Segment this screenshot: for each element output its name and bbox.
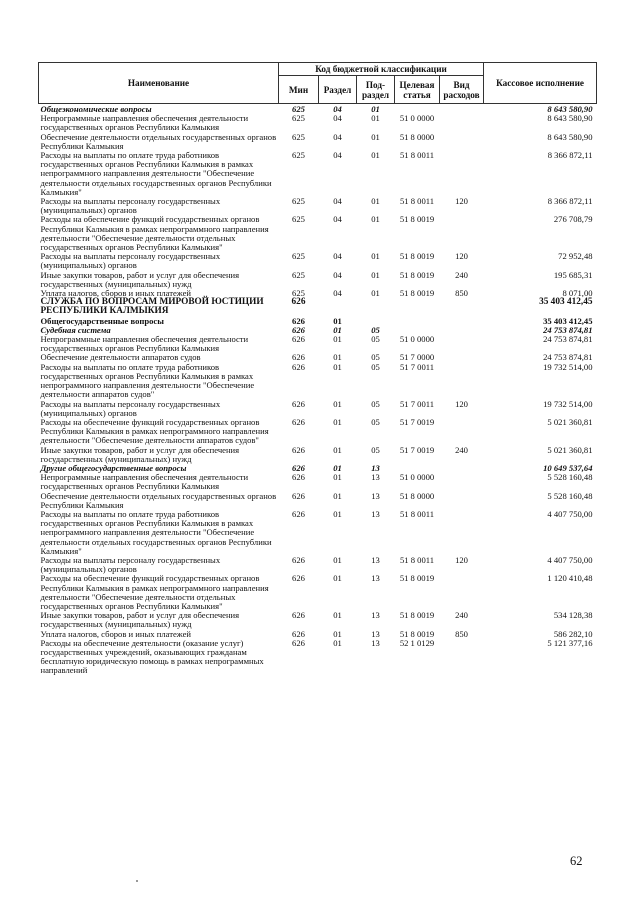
table-header — [39, 63, 597, 104]
cell-vid — [440, 114, 484, 132]
cell-sum: 276 708,79 — [553, 214, 593, 225]
cell-podrazdel: 13 — [371, 573, 380, 584]
budget-table-sheet — [38, 62, 596, 676]
page-number: 62 — [570, 854, 583, 868]
cell-celevaya: 51 8 0011 — [399, 196, 435, 207]
cell-razdel: 01 — [333, 462, 342, 473]
cell-min: 626 — [292, 573, 305, 584]
header-celevaya: Целевая статья — [395, 76, 440, 104]
cell-name: Расходы на выплаты персоналу государственных (муниципальных) органов — [40, 251, 221, 271]
cell-sum: 534 128,38 — [553, 610, 593, 621]
table-row — [39, 298, 597, 316]
header-podrazdel: Под-раздел — [357, 76, 395, 104]
cell-vid — [440, 317, 484, 326]
table-row — [39, 574, 597, 611]
cell-vid — [440, 353, 484, 362]
cell-sum: 24 753 874,81 — [543, 324, 593, 335]
cell-sum: 19 732 514,00 — [543, 361, 593, 372]
cell-vid: 850 — [455, 628, 468, 639]
cell-name: Обеспечение деятельности аппаратов судов — [40, 352, 201, 363]
cell-vid: 120 — [455, 398, 468, 409]
scan-speck — [136, 880, 138, 882]
cell-celevaya: 51 8 0011 — [399, 508, 435, 519]
cell-razdel: 04 — [333, 269, 342, 280]
cell-name: Расходы на выплаты персоналу государственных (муниципальных) органов — [40, 196, 221, 216]
cell-min: 626 — [292, 315, 305, 326]
cell-razdel: 01 — [333, 315, 342, 326]
table-row — [39, 215, 597, 252]
cell-name: Иные закупки товаров, работ и услуг для обеспечения государственных (муниципальных) нужд — [40, 444, 240, 464]
cell-min: 626 — [292, 444, 305, 455]
cell-razdel: 01 — [333, 554, 342, 565]
cell-name: Общеэкономические вопросы — [40, 104, 152, 114]
cell-podrazdel: 05 — [371, 334, 380, 345]
cell-celevaya: 51 7 0011 — [399, 398, 435, 409]
cell-vid — [440, 298, 484, 316]
cell-sum: 35 403 412,45 — [543, 315, 593, 326]
cell-sum: 4 407 750,00 — [547, 554, 593, 565]
cell-celevaya: 51 0 0000 — [399, 113, 435, 124]
cell-celevaya — [395, 317, 440, 326]
table-row — [39, 611, 597, 629]
cell-sum: 5 021 360,81 — [547, 444, 593, 455]
cell-podrazdel: 01 — [371, 288, 380, 299]
cell-podrazdel: 13 — [371, 610, 380, 621]
cell-sum: 5 528 160,48 — [547, 490, 593, 501]
cell-podrazdel: 05 — [371, 361, 380, 372]
cell-min: 626 — [292, 628, 305, 639]
cell-podrazdel: 01 — [371, 131, 380, 142]
cell-sum: 10 649 537,64 — [543, 462, 593, 473]
cell-celevaya: 51 7 0019 — [399, 416, 435, 427]
cell-podrazdel — [357, 298, 395, 316]
cell-celevaya: 51 7 0000 — [399, 352, 435, 363]
cell-vid: 240 — [455, 610, 468, 621]
cell-celevaya: 51 8 0019 — [399, 288, 435, 299]
cell-name: Непрограммные направления обеспечения деятельности государственных органов Республики Калмыкия — [40, 334, 249, 354]
cell-podrazdel: 05 — [371, 324, 380, 335]
cell-podrazdel: 13 — [371, 554, 380, 565]
cell-name: Обеспечение деятельности отдельных государственных органов Республики Калмыкия — [40, 490, 277, 510]
table-row — [39, 556, 597, 574]
cell-vid: 240 — [455, 444, 468, 455]
cell-razdel: 04 — [333, 196, 342, 207]
cell-vid: 120 — [455, 196, 468, 207]
cell-vid — [440, 215, 484, 252]
cell-min: 626 — [292, 352, 305, 363]
cell-celevaya: 51 8 0000 — [399, 490, 435, 501]
cell-vid — [440, 363, 484, 400]
cell-name: Иные закупки товаров, работ и услуг для обеспечения государственных (муниципальных) нужд — [40, 269, 240, 289]
cell-podrazdel: 01 — [371, 251, 380, 262]
cell-razdel: 04 — [333, 131, 342, 142]
cell-razdel: 01 — [333, 444, 342, 455]
cell-vid — [440, 335, 484, 353]
cell-vid — [440, 418, 484, 446]
cell-vid: 120 — [455, 554, 468, 565]
cell-podrazdel: 13 — [371, 472, 380, 483]
table-row — [39, 335, 597, 353]
header-code-group: Код бюджетной классификации — [279, 63, 484, 76]
cell-podrazdel: 05 — [371, 352, 380, 363]
cell-celevaya: 51 0 0000 — [399, 472, 435, 483]
cell-min: 625 — [292, 131, 305, 142]
cell-razdel: 04 — [333, 104, 342, 114]
cell-podrazdel: 13 — [371, 508, 380, 519]
cell-name: Обеспечение деятельности отдельных государственных органов Республики Калмыкия — [40, 131, 277, 151]
cell-min: 626 — [292, 472, 305, 483]
cell-podrazdel: 01 — [371, 214, 380, 225]
cell-name: Непрограммные направления обеспечения деятельности государственных органов Республики Калмыкия — [40, 113, 249, 133]
cell-vid: 850 — [455, 288, 468, 299]
table-row — [39, 363, 597, 400]
cell-razdel: 01 — [333, 398, 342, 409]
cell-min: 625 — [292, 214, 305, 225]
cell-celevaya: 51 0 0000 — [399, 334, 435, 345]
cell-razdel: 01 — [333, 361, 342, 372]
cell-vid — [440, 133, 484, 151]
cell-min: 626 — [292, 490, 305, 501]
cell-vid: 240 — [455, 269, 468, 280]
cell-podrazdel: 01 — [371, 196, 380, 207]
header-min: Мин — [279, 76, 319, 104]
table-row — [39, 473, 597, 491]
cell-name: Уплата налогов, сборов и иных платежей — [40, 628, 192, 639]
cell-name: Расходы на выплаты персоналу государственных (муниципальных) органов — [40, 398, 221, 418]
cell-podrazdel: 01 — [371, 113, 380, 124]
cell-vid: 120 — [455, 251, 468, 262]
cell-name: Другие общегосударственные вопросы — [40, 462, 187, 473]
table-row — [39, 639, 597, 676]
cell-razdel: 04 — [333, 150, 342, 161]
table-row — [39, 446, 597, 464]
cell-razdel: 01 — [333, 352, 342, 363]
cell-name: Уплата налогов, сборов и иных платежей — [40, 288, 192, 299]
cell-sum: 8 643 580,90 — [547, 113, 593, 124]
cell-name: Расходы на выплаты по оплате труда работников государственных органов Республики Калмыкия в рамках непрограммного направления деятельности "Обеспечение деятельности отдельных государственных органов Республики Калмыкия" — [40, 150, 272, 197]
cell-sum: 5 528 160,48 — [547, 472, 593, 483]
table-row — [39, 400, 597, 418]
cell-min: 626 — [292, 637, 305, 648]
cell-sum: 8 643 580,90 — [547, 104, 593, 114]
cell-min: 625 — [292, 269, 305, 280]
cell-min: 626 — [292, 462, 305, 473]
cell-min: 625 — [292, 104, 305, 114]
cell-name: Расходы на выплаты по оплате труда работников государственных органов Республики Калмыкия в рамках непрограммного направления деятельности "Обеспечение деятельности отдельных государственных органов Республики Калмыкия" — [40, 508, 272, 556]
cell-name: Расходы на выплаты персоналу государственных (муниципальных) органов — [40, 554, 221, 575]
cell-podrazdel: 01 — [371, 150, 380, 161]
cell-name: Расходы на обеспечение деятельности (оказание услуг) государственных учреждений, оказывающих гражданам бесплатную юридическую помощь в рамках непрограммных направлений — [40, 637, 264, 676]
cell-celevaya: 51 8 0019 — [399, 214, 435, 225]
cell-celevaya: 51 8 0011 — [399, 150, 435, 161]
cell-celevaya — [395, 298, 440, 316]
cell-razdel: 01 — [333, 324, 342, 335]
cell-name: Судебная система — [40, 324, 111, 335]
cell-min: 626 — [291, 297, 306, 308]
cell-razdel: 01 — [333, 610, 342, 621]
cell-podrazdel: 05 — [371, 398, 380, 409]
cell-celevaya: 51 8 0019 — [399, 269, 435, 280]
cell-min: 625 — [292, 288, 305, 299]
cell-celevaya: 51 8 0019 — [399, 573, 435, 584]
cell-celevaya: 51 7 0019 — [399, 444, 435, 455]
cell-vid — [440, 639, 484, 676]
table-row — [39, 510, 597, 556]
cell-name: Расходы на обеспечение функций государственных органов Республики Калмыкия в рамках непрограммного направления деятельности "Обеспечение деятельности отдельных государственных органов Республики Калмыкия" — [40, 573, 269, 611]
cell-min: 626 — [292, 416, 305, 427]
table-body — [39, 104, 597, 676]
cell-podrazdel: 13 — [371, 628, 380, 639]
table-row — [39, 418, 597, 446]
cell-sum: 1 120 410,48 — [547, 573, 593, 584]
cell-sum: 24 753 874,81 — [543, 334, 593, 345]
cell-vid — [440, 104, 484, 115]
cell-name: СЛУЖБА ПО ВОПРОСАМ МИРОВОЙ ЮСТИЦИИ РЕСПУБЛИКИ КАЛМЫКИЯ — [40, 297, 264, 317]
table-row — [39, 492, 597, 510]
cell-name: Непрограммные направления обеспечения деятельности государственных органов Республики Калмыкия — [40, 472, 249, 492]
cell-razdel: 04 — [333, 214, 342, 225]
cell-podrazdel: 13 — [371, 637, 380, 648]
cell-min: 625 — [292, 150, 305, 161]
cell-celevaya: 51 8 0019 — [399, 251, 435, 262]
cell-celevaya: 51 8 0000 — [399, 131, 435, 142]
cell-razdel: 01 — [333, 416, 342, 427]
cell-celevaya: 51 8 0019 — [399, 628, 435, 639]
cell-name: Расходы на обеспечение функций государственных органов Республики Калмыкия в рамках непрограммного направления деятельности "Обеспечение деятельности аппаратов судов" — [40, 416, 269, 446]
cell-razdel: 01 — [333, 573, 342, 584]
table-row — [39, 317, 597, 326]
cell-sum: 5 121 377,16 — [547, 637, 593, 648]
cell-razdel: 01 — [333, 628, 342, 639]
cell-vid — [440, 326, 484, 335]
cell-podrazdel: 13 — [371, 490, 380, 501]
cell-razdel: 04 — [333, 251, 342, 262]
cell-sum: 586 282,10 — [553, 628, 593, 639]
cell-sum: 8 366 872,11 — [547, 196, 593, 207]
cell-razdel: 04 — [333, 113, 342, 124]
cell-vid — [440, 510, 484, 556]
cell-razdel: 01 — [333, 334, 342, 345]
cell-podrazdel: 13 — [371, 462, 380, 473]
budget-table — [38, 62, 597, 676]
cell-celevaya: 52 1 0129 — [399, 637, 435, 648]
cell-sum: 195 685,31 — [553, 269, 593, 280]
cell-min: 626 — [292, 334, 305, 345]
table-row — [39, 197, 597, 215]
cell-celevaya: 51 8 0019 — [399, 610, 435, 621]
cell-razdel: 01 — [333, 472, 342, 483]
cell-min: 625 — [292, 196, 305, 207]
cell-min: 626 — [292, 361, 305, 372]
table-row — [39, 151, 597, 197]
cell-vid — [440, 151, 484, 197]
cell-celevaya: 51 7 0011 — [399, 361, 435, 372]
header-vid: Вид расходов — [440, 76, 484, 104]
cell-razdel: 01 — [333, 508, 342, 519]
cell-name: Расходы на обеспечение функций государственных органов Республики Калмыкия в рамках непрограммного направления деятельности "Обеспечение деятельности отдельных государственных органов Республики Калмыкия" — [40, 214, 269, 253]
cell-name: Общегосударственные вопросы — [40, 315, 164, 326]
cell-celevaya: 51 8 0011 — [399, 554, 435, 565]
cell-vid — [440, 464, 484, 473]
cell-sum: 24 753 874,81 — [543, 352, 593, 363]
cell-min: 626 — [292, 398, 305, 409]
cell-sum: 5 021 360,81 — [547, 416, 593, 427]
cell-sum: 35 403 412,45 — [539, 297, 593, 308]
cell-vid — [440, 473, 484, 491]
cell-sum: 72 952,48 — [558, 251, 593, 262]
table-row — [39, 133, 597, 151]
header-razdel: Раздел — [319, 76, 357, 104]
cell-min: 626 — [292, 508, 305, 519]
cell-podrazdel: 05 — [371, 444, 380, 455]
cell-sum: 8 071,00 — [562, 288, 593, 299]
cell-sum: 8 643 580,90 — [547, 131, 593, 142]
cell-podrazdel: 05 — [371, 416, 380, 427]
cell-razdel: 01 — [333, 490, 342, 501]
cell-sum: 8 366 872,11 — [547, 150, 593, 161]
cell-name: Расходы на выплаты по оплате труда работников государственных органов Республики Калмыкия в рамках непрограммного направления деятельности "Обеспечение деятельности аппаратов судов" — [40, 361, 255, 400]
cell-razdel — [319, 298, 357, 316]
cell-vid — [440, 492, 484, 510]
cell-sum: 19 732 514,00 — [543, 398, 593, 409]
cell-min: 626 — [292, 610, 305, 621]
cell-razdel: 01 — [333, 637, 342, 648]
cell-podrazdel: 01 — [371, 104, 380, 114]
cell-razdel: 04 — [333, 288, 342, 299]
cell-min: 625 — [292, 113, 305, 124]
table-row — [39, 271, 597, 289]
table-row — [39, 114, 597, 132]
cell-name: Иные закупки товаров, работ и услуг для обеспечения государственных (муниципальных) нужд — [40, 610, 240, 630]
cell-min: 625 — [292, 251, 305, 262]
header-kassovoe: Кассовое исполнение — [484, 63, 597, 104]
cell-vid — [440, 574, 484, 611]
table-row — [39, 252, 597, 270]
cell-min: 626 — [292, 554, 305, 565]
cell-podrazdel: 01 — [371, 269, 380, 280]
cell-min: 626 — [292, 324, 305, 335]
cell-sum: 4 407 750,00 — [547, 508, 593, 519]
header-name: Наименование — [39, 63, 279, 104]
